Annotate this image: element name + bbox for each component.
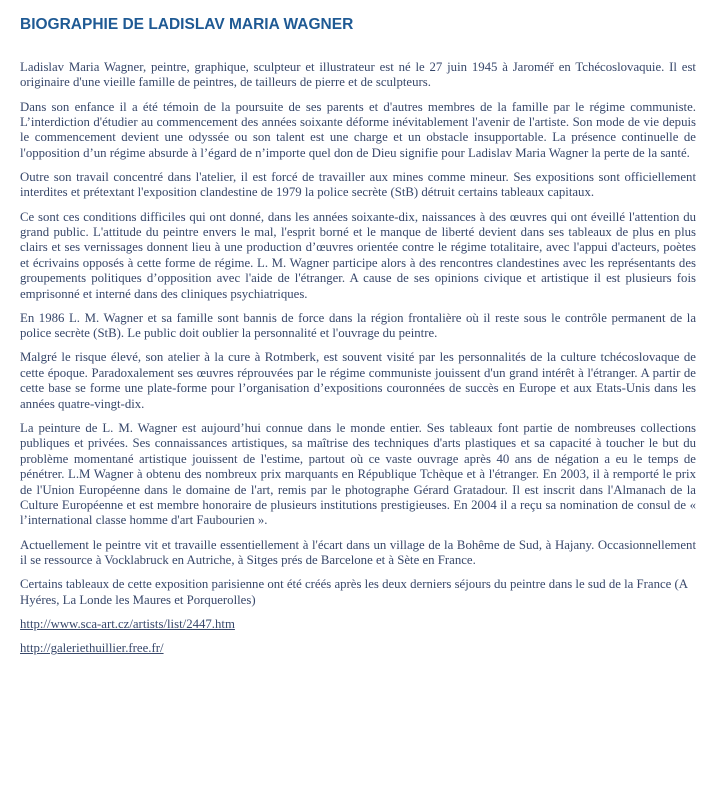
- paragraph-rotmberk: Malgré le risque élevé, son atelier à la cure à Rotmberk, est souvent visité par les personnalités de la culture tchécoslovaque de cette époque. Paradoxalement ses œuvres réprouvées par le régime communiste jouissent d'un grand intérêt à l'étranger. A partir de cette base se forme une plate-forme pour l’organisation d’expositions couronnées de succès en Europe et aux Etats-Unis dans les années quatre-vingt-dix.: [20, 350, 696, 411]
- paragraph-current-life: Actuellement le peintre vit et travaille essentiellement à l'écart dans un village de la Bohême de Sud, à Hajany. Occasionnellement il se ressource à Vocklabruck en Autriche, à Sitges prés de Barcelone et à Sète en France.: [20, 537, 696, 567]
- link-sca-art[interactable]: http://www.sca-art.cz/artists/list/2447.htm: [20, 616, 235, 631]
- link-galerie-thuillier[interactable]: http://galeriethuillier.free.fr/: [20, 641, 164, 656]
- paragraph-exhibition: Certains tableaux de cette exposition parisienne ont été créés après les deux derniers séjours du peintre dans le sud de la France (A Hyéres, La Londe les Maures et Porquerolles): [20, 577, 688, 607]
- paragraph-recognition: La peinture de L. M. Wagner est aujourd’hui connue dans le monde entier. Ses tableaux font partie de nombreuses collections publiques et privées. Ses connaissances artistiques, sa maîtrise des techniques d'arts plastiques et sa capacité à toucher le but du problème momentané artistique jouissent de l'estime, partout où ce vaste ouvrage après 40 ans de négation a eu le temps de pénétrer. L.M Wagner à obtenu des nombreux prix marquants en République Tchèque et à l'étranger. En 2003, il à remporté le prix de l'Union Européenne dans le domaine de l'art, remis par le photographe Gérard Gratadour. Il est inscrit dans l'Almanach de la Culture Européenne et est membre honoraire de plusieurs institutions prestigieuses. En 2004 il a reçu sa nomination de consul de « l’international classe homme d'art Faubourien ».: [20, 420, 696, 528]
- paragraph-mines: Outre son travail concentré dans l'atelier, il est forcé de travailler aux mines comme mineur. Ses expositions sont officiellement interdites et prétextant l'exposition clandestine de 1979 la police secrète (StB) détruit certains tableaux capitaux.: [20, 170, 696, 200]
- page-title: BIOGRAPHIE DE LADISLAV MARIA WAGNER: [20, 16, 354, 33]
- paragraph-childhood: Dans son enfance il a été témoin de la poursuite de ses parents et d'autres membres de la famille par le régime communiste. L’interdiction d'étudier au commencement des années soixante déforme inévitablement l'avenir de l'artiste. Son mode de vie depuis le commencement devient une odyssée ou son talent est une charge et un obstacle insupportable. La présence continuelle de l'opposition d’un régime absurde à l’égard de n’importe quel don de Dieu signifie pour Ladislav Maria Wagner la perte de la santé.: [20, 99, 696, 160]
- paragraph-origins: Ladislav Maria Wagner, peintre, graphique, sculpteur et illustrateur est né le 27 juin 1945 à Jaroméř en Tchécoslovaquie. Il est originaire d'une vieille famille de peintres, de tailleurs de pierre et de sculpteurs.: [20, 60, 696, 90]
- link-paragraph-sca-art: [20, 617, 696, 632]
- link-paragraph-galerie-thuillier: [20, 641, 696, 656]
- paragraph-1986: En 1986 L. M. Wagner et sa famille sont bannis de force dans la région frontalière où il reste sous le contrôle permanent de la police secrète (StB). Le public doit oublier la personnalité et l'ouvrage du peintre.: [20, 310, 696, 341]
- paragraph-seventies: Ce sont ces conditions difficiles qui ont donné, dans les années soixante-dix, naissances à des œuvres qui ont éveillé l'attention du grand public. L'attitude du peintre envers le mal, l'esprit borné et le manque de liberté devient dans ses tableaux de plus en plus clairs et ses vernissages donnent lieu à une production d’œuvres orientée contre le régime totalitaire, avec l'appui d'acteurs, poètes et écrivains opposés à cette forme de régime. L. M. Wagner participe alors à des rencontres clandestines avec les représentants des groupements politiques d’opposition avec l'aide de l'étranger. A cause de ses opinions civique et artistique il est plusieurs fois emprisonné et interné dans des cliniques psychiatriques.: [20, 209, 696, 301]
- biography-text: [20, 60, 696, 666]
